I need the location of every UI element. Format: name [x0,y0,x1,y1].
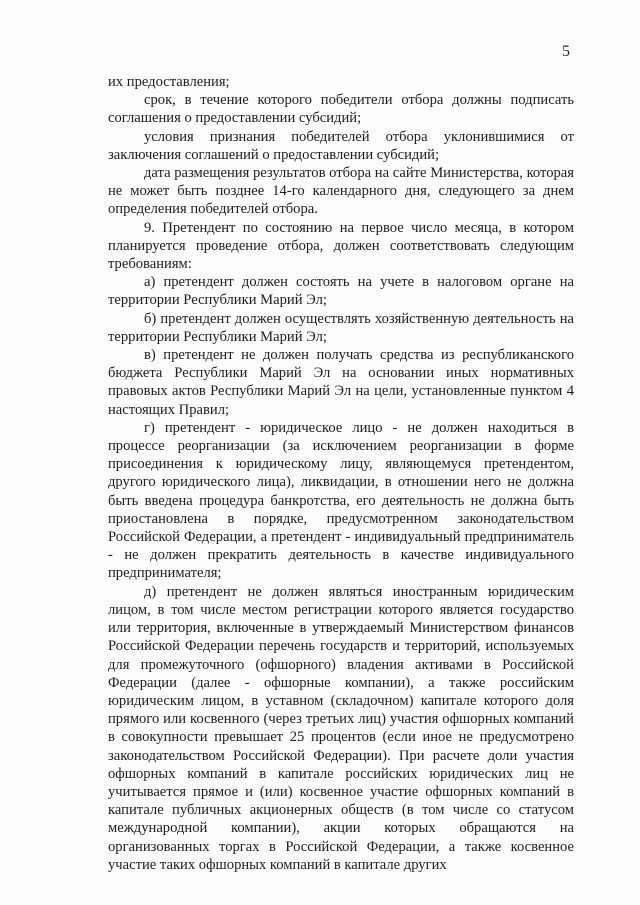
document-body [108,73,574,874]
paragraph-item-9g: г) претендент - юридическое лицо - не должен находиться в процессе реорганизации (за исключением реорганизации в форме присоединения к юридическому лицу, являющемуся претендентом, другого юридического лица), ликвидации, в отношении него не должна быть введена процедура банкротства, его деятельность не должна быть приостановлена в порядке, предусмотренном законодательством Российской Федерации, а претендент - индивидуальный предприниматель - не должен прекратить деятельность в качестве индивидуального предпринимателя; [108,419,574,582]
paragraph-continuation: их предоставления; [108,74,230,90]
paragraph-item-9a: а) претендент должен состоять на учете в налоговом органе на территории Республики Марий Эл; [108,274,574,309]
paragraph-evasion-conditions: условия признания победителей отбора уклонившимися от заключения соглашений о предоставлении субсидий; [108,128,574,163]
paragraph-item-9: 9. Претендент по состоянию на первое число месяца, в котором планируется проведение отбора, должен соответствовать следующим требованиям: [108,219,574,273]
paragraph-item-9b: б) претендент должен осуществлять хозяйственную деятельность на территории Республики Марий Эл; [108,310,574,345]
paragraph-results-date: дата размещения результатов отбора на сайте Министерства, которая не может быть позднее 14-го календарного дня, следующего за днем определения победителей отбора. [108,165,574,218]
paragraph-signing-deadline: срок, в течение которого победители отбора должны подписать соглашения о предоставлении субсидий; [108,92,574,127]
paragraph-item-9d: д) претендент не должен являться иностранным юридическим лицом, в том числе местом регистрации которого является государство или территория, включенные в утверждаемый Министерством финансов Российской Федерации перечень государств и территорий, используемых для промежуточного (офшорного) владения активами в Российской Федерации (далее - офшорные компании), а также российским юридическим лицом, в уставном (складочном) капитале которого доля прямого или косвенного (через третьих лиц) участия офшорных компаний в совокупности превышает 25 процентов (если иное не предусмотрено законодательством Российской Федерации). При расчете доли участия офшорных компаний в капитале российских юридических лиц не учитывается прямое и (или) косвенное участие офшорных компаний в капитале публичных акционерных обществ (в том числе со статусом международной компании), акции которых обращаются на организованных торгах в Российской Федерации, а также косвенное участие таких офшорных компаний в капитале других [108,583,574,873]
paragraph-item-9v: в) претендент не должен получать средства из республиканского бюджета Республики Марий Эл на основании иных нормативных правовых актов Республики Марий Эл на цели, установленные пунктом 4 настоящих Правил; [108,347,574,418]
page-number: 5 [562,43,570,60]
